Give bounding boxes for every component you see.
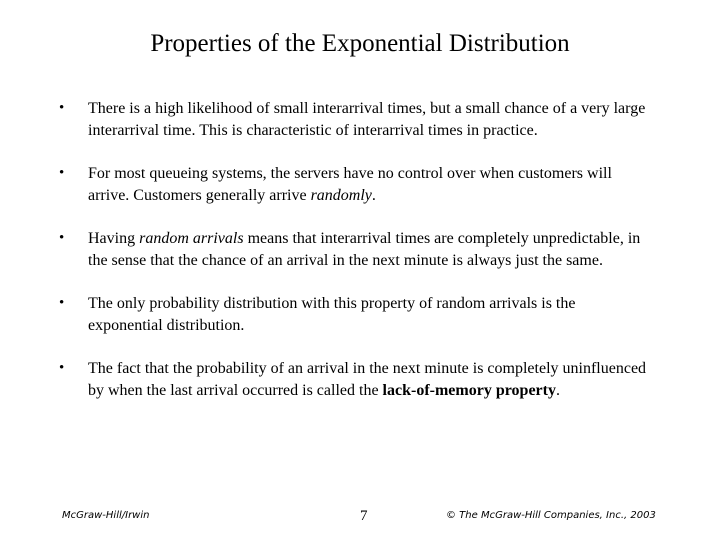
bullet-text-segment: means that interarrival times are completely unpredictable, in the sense that the chance of an arrival in the next minute is always just the same. <box>88 230 641 269</box>
bullet-item <box>0 293 720 336</box>
bullet-item <box>0 163 720 206</box>
bullet-text-segment: For most queueing systems, the servers have no control over when customers will arrive. Customers generally arrive <box>88 165 612 204</box>
bullet-text-segment: . <box>555 381 560 399</box>
bullet-marker: • <box>59 230 65 246</box>
bullet-text-segment: The fact that the probability of an arrival in the next minute is completely uninfluenced by when the last arrival occurred is called the <box>88 360 647 399</box>
slide-title: Properties of the Exponential Distribution <box>150 30 570 57</box>
slide-footer <box>0 508 720 528</box>
bullet-item <box>0 98 720 141</box>
bullet-text-bold: lack-of-memory property <box>382 381 556 399</box>
bullet-text <box>88 228 648 271</box>
bullet-marker: • <box>59 165 65 181</box>
bullet-text-segment: The only probability distribution with this property of random arrivals is the exponential distribution. <box>88 295 576 334</box>
bullet-marker: • <box>59 100 65 116</box>
bullet-text <box>88 163 648 206</box>
bullet-text-segment: There is a high likelihood of small interarrival times, but a small chance of a very large interarrival time. This is characteristic of interarrival times in practice. <box>88 100 646 139</box>
bullet-text <box>88 293 648 336</box>
bullet-text-italic: random arrivals <box>139 230 244 247</box>
footer-publisher: McGraw-Hill/Irwin <box>62 510 150 521</box>
footer-copyright: © The McGraw-Hill Companies, Inc., 2003 <box>446 510 656 521</box>
bullet-text-italic: randomly <box>310 186 372 204</box>
page-number: 7 <box>360 508 368 524</box>
bullet-text-segment: . <box>371 186 376 204</box>
bullet-text <box>88 358 648 401</box>
bullet-text-segment: Having <box>88 230 140 247</box>
bullet-item <box>0 358 720 401</box>
bullet-marker: • <box>59 360 65 376</box>
bullet-list <box>0 98 720 423</box>
bullet-text <box>88 98 648 141</box>
bullet-item <box>0 228 720 271</box>
bullet-marker: • <box>59 295 65 311</box>
